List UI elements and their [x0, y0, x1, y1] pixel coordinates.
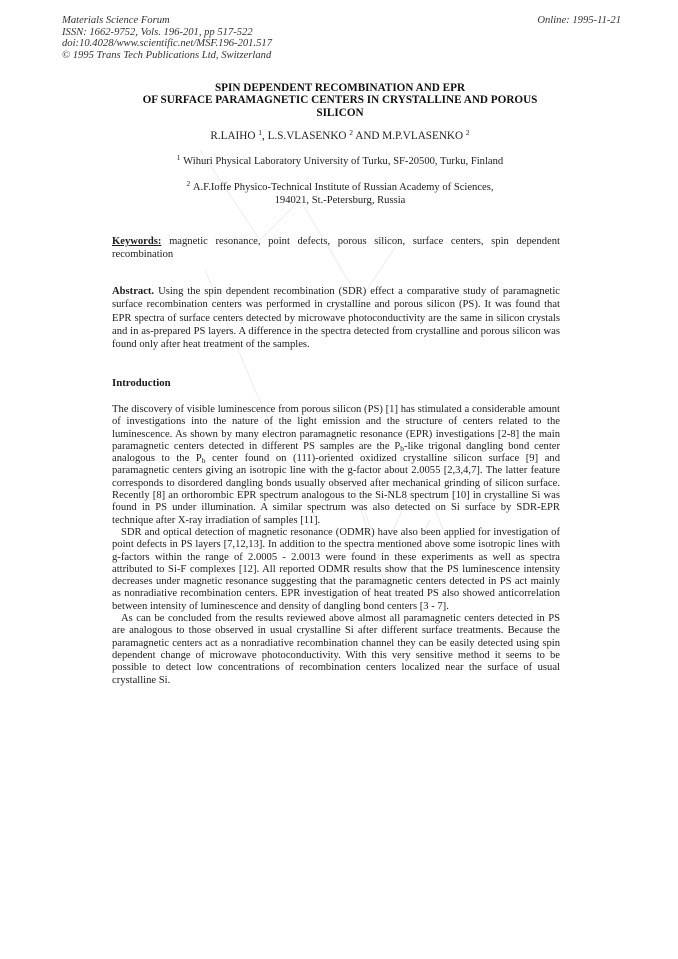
title-line: SILICON — [316, 106, 364, 119]
author-name: R.LAIHO — [210, 130, 256, 142]
author-name: L.S.VLASENKO — [267, 130, 347, 142]
author-affiliation-mark: 1 — [258, 128, 262, 137]
copyright-line: © 1995 Trans Tech Publications Ltd, Switzerland — [62, 49, 272, 61]
subscript: b — [201, 456, 206, 466]
author-conjunction: AND — [355, 130, 380, 142]
keywords-label: Keywords: — [112, 236, 162, 247]
subscript: b — [400, 443, 405, 453]
doi-line: doi:10.4028/www.scientific.net/MSF.196-201.517 — [62, 38, 272, 50]
affiliation-address: 194021, St.-Petersburg, Russia — [274, 195, 406, 207]
journal-name: Materials Science Forum — [62, 15, 170, 26]
abstract-text: Using the spin dependent recombination (SDR) effect a comparative study of paramagnetic surface recombination centers was performed in crystalline and porous silicon (PS). It was found that EPR spectra of surface centers detected by microwave photoconductivity are the same in silicon crystals and in as-prepared PS layers. A difference in the spectra detected from crystalline and porous silicon was found only after heat treatment of the samples. — [112, 286, 560, 351]
author-affiliation-mark: 2 — [465, 128, 470, 137]
paragraph: SDR and optical detection of magnetic resonance (ODMR) have also been applied for investigation of point defects in PS layers [7,12,13]. In addition to the spectra mentioned above some isotropic lines with g-factors within the range of 2.0005 - 2.0013 were found in these experiments as well as spectra attributed to Si-F complexes [12]. All reported ODMR results show that the PS luminescence intensity decreases under magnetic resonance suggesting that the paramagnetic centers detected in PS act mainly as nonradiative recombination centers. EPR investigation of heat treated PS also showed anticorrelation between intensity of luminescence and density of dangling bond centers [3 - 7]. — [112, 526, 560, 612]
section-heading-introduction: Introduction — [112, 377, 171, 389]
affiliation-1 — [110, 153, 570, 167]
issn-line: ISSN: 1662-9752, Vols. 196-201, pp 517-522 — [62, 26, 253, 38]
paragraph: As can be concluded from the results reviewed above almost all paramagnetic centers detected in PS are analogous to those observed in usual crystalline Si after different surface treatments. Because the paramagnetic centers act as a nonradiative recombination channel they can be easily detected using spin dependent change of microwave photoconductivity. With this very sensitive method it seems to be possible to detect low concentrations of recombination centers localized near the surface of usual crystalline Si. — [112, 613, 560, 686]
affiliation-text: A.F.Ioffe Physico-Technical Institute of Russian Academy of Sciences, — [192, 182, 494, 193]
paper-title — [110, 82, 570, 119]
keywords-text: magnetic resonance, point defects, porous silicon, surface centers, spin dependent recombination — [112, 236, 560, 261]
affiliation-mark: 2 — [186, 179, 191, 188]
title-line: SPIN DEPENDENT RECOMBINATION AND EPR — [214, 82, 466, 94]
keywords-block — [112, 235, 560, 261]
affiliation-mark: 1 — [176, 153, 181, 162]
journal-header — [62, 15, 272, 61]
online-date: Online: 1995-11-21 — [537, 15, 621, 26]
paragraph: The discovery of visible luminescence from porous silicon (PS) [1] has stimulated a considerable amount of investigations into the nature of the light emission and the structure of centers related to the luminescence. As shown by many electron paramagnetic resonance (EPR) investigations [2-8] the main paramagnetic centers detected in different PS samples are the $P_b$-like trigonal dangling bond center analogous to the $P_b$ center found on (111)-oriented oxidized crystalline silicon surface [9] and paramagnetic centers giving an isotropic line with the g-factor about 2.0055 [2,3,4,7]. The latter feature corresponds to disordered dangling bonds usually observed after mechanical grinding of silicon surface. Recently [8] an orthorombic EPR spectrum analogous to the Si-NL8 spectrum [10] in crystalline Si was found in PS under illumination. A similar spectrum was also detected on Si surface by SDR-EPR technique after X-ray irradiation of samples [11]. — [112, 404, 560, 526]
affiliation-text: Wihuri Physical Laboratory University of Turku, SF-20500, Turku, Finland — [183, 156, 504, 167]
author-list: R.LAIHO $^1$, L.S.VLASENKO $^2$ AND M.P.VLASENKO $^2$ — [210, 128, 470, 142]
introduction-body — [112, 404, 560, 687]
abstract-label: Abstract. — [112, 286, 155, 297]
author-affiliation-mark: 2 — [349, 128, 354, 137]
abstract-block — [112, 285, 560, 351]
title-line: OF SURFACE PARAMAGNETIC CENTERS IN CRYSTALLINE AND POROUS — [142, 94, 538, 107]
affiliation-2 — [110, 181, 570, 208]
author-name: M.P.VLASENKO — [382, 130, 464, 142]
